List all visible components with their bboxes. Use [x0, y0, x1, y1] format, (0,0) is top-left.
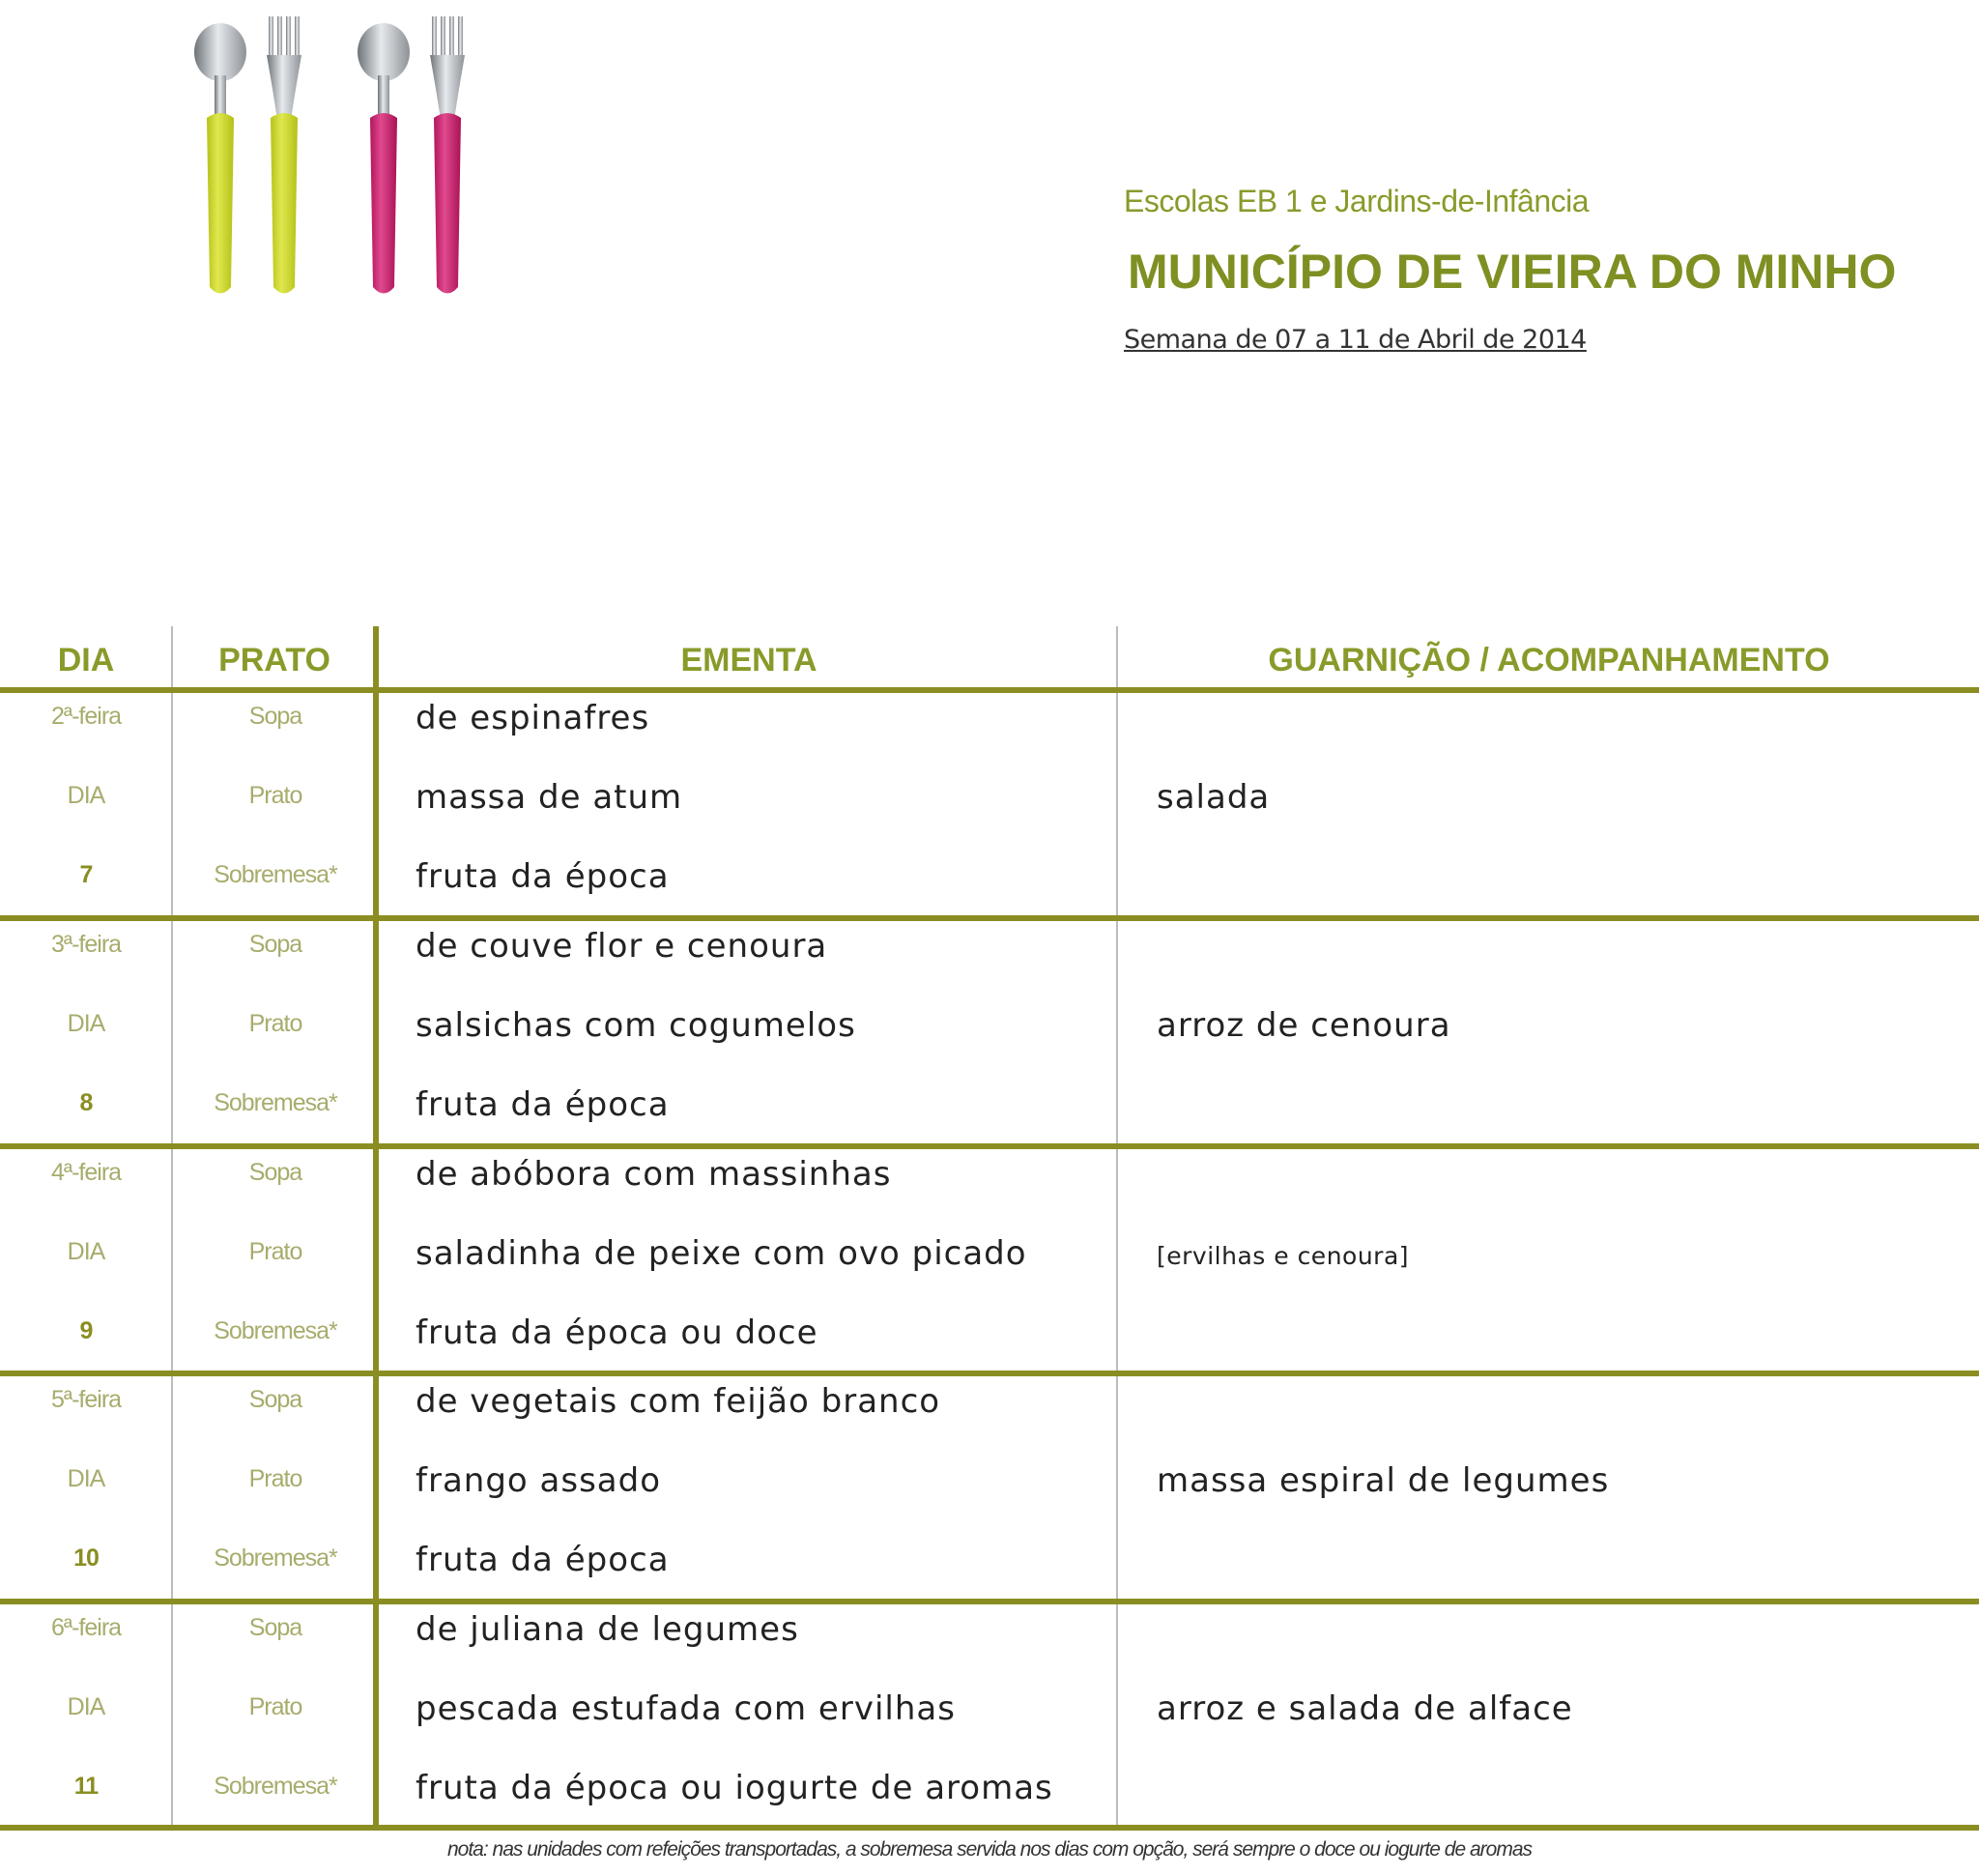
main-dish: frango assado: [416, 1461, 662, 1500]
fork-icon: [267, 16, 301, 294]
day-block-wednesday: [0, 1149, 1979, 1377]
main-dish: salsichas com cogumelos: [416, 1006, 856, 1045]
dessert-dish: fruta da época ou doce: [416, 1313, 818, 1352]
dia-label: DIA: [67, 1238, 105, 1265]
cutlery-logo: [188, 12, 488, 302]
main-dish: pescada estufada com ervilhas: [416, 1689, 956, 1728]
weekday-label: 2ª-feira: [50, 703, 122, 730]
dia-label: DIA: [67, 1465, 105, 1492]
dessert-dish: fruta da época ou iogurte de aromas: [416, 1769, 1053, 1807]
footnote: nota: nas unidades com refeições transportadas, a sobremesa servida nos dias com opção, será sempre o doce ou iogurte de aromas: [446, 1838, 1533, 1861]
weekday-label: 5ª-feira: [50, 1386, 122, 1413]
weekday-label: 4ª-feira: [50, 1159, 122, 1186]
weekday-label: 6ª-feira: [50, 1614, 122, 1641]
spoon-icon: [194, 23, 246, 294]
side-dish: arroz e salada de alface: [1157, 1689, 1573, 1728]
day-block-thursday: [0, 1376, 1979, 1604]
day-number: 8: [79, 1089, 93, 1116]
fork-icon: [430, 16, 465, 294]
course-label-soup: Sopa: [248, 703, 302, 730]
day-number: 11: [73, 1773, 99, 1800]
schools-subtitle: Escolas EB 1 e Jardins-de-Infância: [1124, 184, 1590, 218]
side-dish: salada: [1157, 778, 1271, 817]
day-number: 10: [73, 1544, 99, 1572]
day-number: 9: [79, 1317, 93, 1344]
dia-label: DIA: [67, 782, 105, 809]
day-block-friday: [0, 1604, 1979, 1833]
dessert-dish: fruta da época: [416, 1085, 670, 1124]
course-label-dessert: Sobremesa*: [214, 861, 337, 888]
dessert-dish: fruta da época: [416, 857, 670, 896]
course-label-main: Prato: [248, 1693, 302, 1720]
spoon-icon: [358, 23, 410, 294]
course-label-dessert: Sobremesa*: [214, 1317, 337, 1344]
weekday-label: 3ª-feira: [50, 931, 122, 958]
soup-dish: de espinafres: [416, 699, 650, 737]
dessert-dish: fruta da época: [416, 1541, 670, 1579]
column-header-prato: PRATO: [218, 641, 330, 678]
column-header-dia: DIA: [57, 641, 115, 678]
column-header-guarnicao: GUARNIÇÃO / ACOMPANHAMENTO: [1268, 641, 1830, 678]
course-label-main: Prato: [248, 782, 302, 809]
main-dish: saladinha de peixe com ovo picado: [416, 1234, 1027, 1273]
course-label-main: Prato: [248, 1465, 302, 1492]
course-label-dessert: Sobremesa*: [214, 1544, 337, 1572]
dia-label: DIA: [67, 1010, 105, 1037]
soup-dish: de abóbora com massinhas: [416, 1155, 892, 1194]
course-label-soup: Sopa: [248, 1386, 302, 1413]
soup-dish: de vegetais com feijão branco: [416, 1382, 941, 1421]
course-label-main: Prato: [248, 1010, 302, 1037]
dia-label: DIA: [67, 1693, 105, 1720]
main-dish: massa de atum: [416, 778, 683, 817]
column-header-ementa: EMENTA: [680, 641, 817, 678]
course-label-dessert: Sobremesa*: [214, 1089, 337, 1116]
course-label-soup: Sopa: [248, 1159, 302, 1186]
menu-table: [0, 626, 1979, 1827]
side-dish: arroz de cenoura: [1157, 1006, 1451, 1045]
course-label-main: Prato: [248, 1238, 302, 1265]
course-label-soup: Sopa: [248, 1614, 302, 1641]
day-block-monday: [0, 693, 1979, 921]
soup-dish: de juliana de legumes: [416, 1610, 799, 1649]
day-block-tuesday: [0, 921, 1979, 1149]
week-range: Semana de 07 a 11 de Abril de 2014: [1124, 325, 1587, 355]
course-label-soup: Sopa: [248, 931, 302, 958]
day-number: 7: [79, 861, 93, 888]
page-title: MUNICÍPIO DE VIEIRA DO MINHO: [1128, 245, 1897, 299]
side-dish: massa espiral de legumes: [1157, 1461, 1610, 1500]
side-dish: [ervilhas e cenoura]: [1157, 1242, 1410, 1270]
soup-dish: de couve flor e cenoura: [416, 927, 828, 966]
course-label-dessert: Sobremesa*: [214, 1773, 337, 1800]
